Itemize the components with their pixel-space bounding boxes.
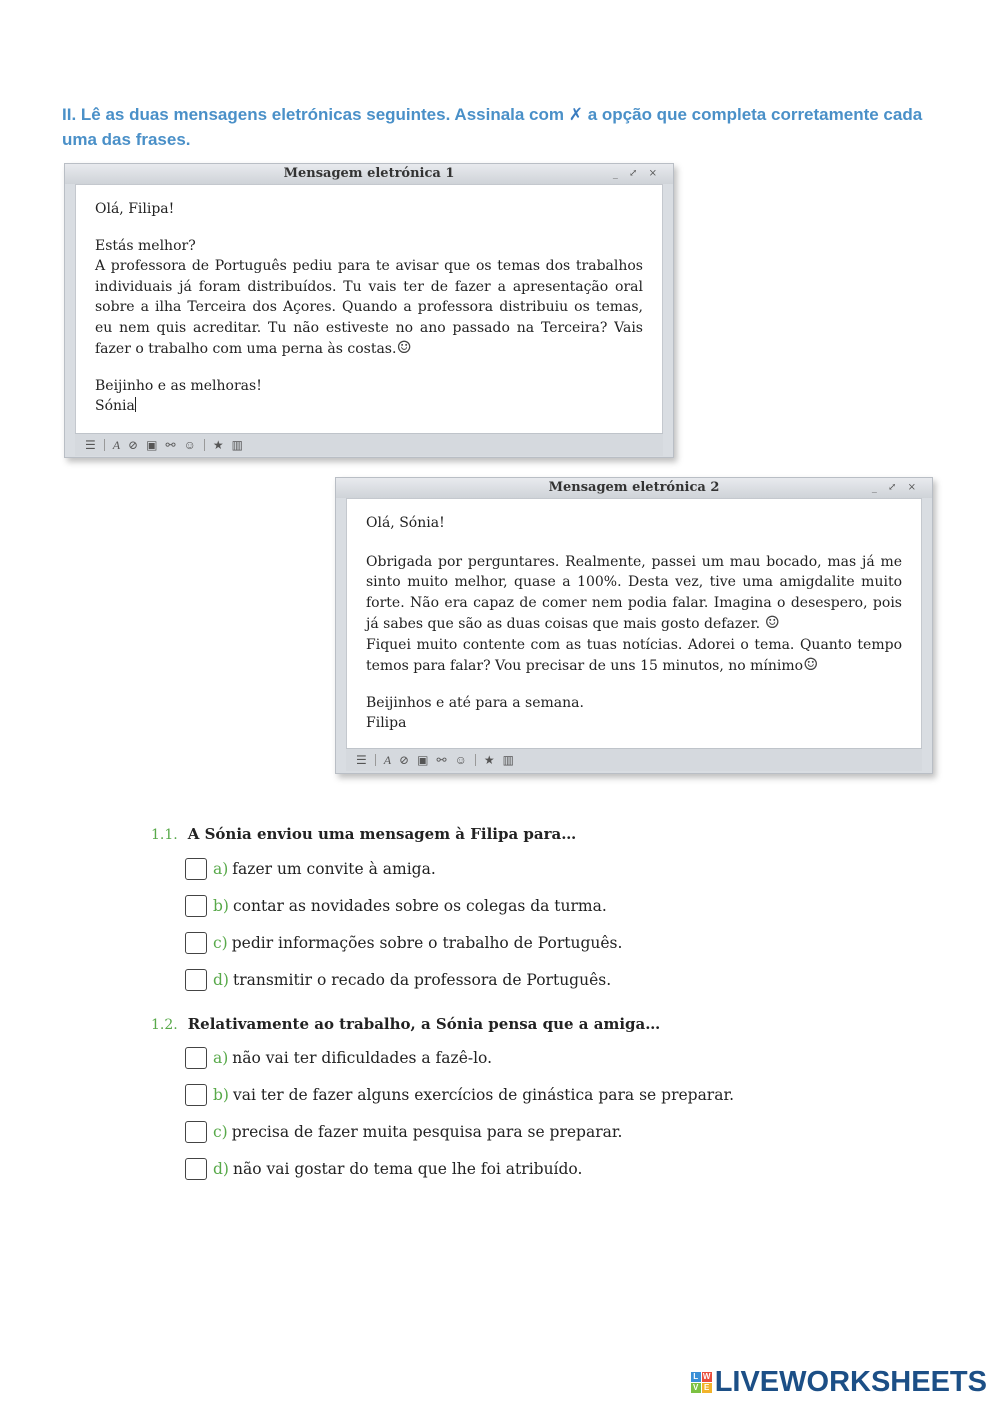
logo-block: E (702, 1383, 712, 1393)
checkbox[interactable] (185, 858, 207, 880)
option-text: transmitir o recado da professora de Português. (232, 971, 612, 989)
delete-icon[interactable]: ▥ (231, 437, 243, 452)
instruction-part: a opção que completa corretamente cada uma das frases. (62, 105, 923, 149)
menu-icon[interactable]: ☰ (356, 752, 367, 767)
email-greeting: Olá, Filipa! (95, 201, 175, 217)
option-letter: a) (213, 1049, 229, 1067)
question-text: A Sónia enviou uma mensagem à Filipa para… (187, 825, 577, 843)
liveworksheets-logo (691, 1366, 987, 1399)
smiley-icon: ☺ (764, 613, 780, 633)
checkbox[interactable] (185, 969, 207, 991)
checkbox[interactable] (185, 1084, 207, 1106)
menu-icon[interactable]: ☰ (85, 437, 96, 452)
logo-block: L (691, 1372, 701, 1382)
option-text: fazer um convite à amiga. (232, 860, 436, 878)
email-paragraph-text: Obrigada por perguntares. Realmente, passei um mau bocado, mas já me sinto muito melhor, quase a 100%. Desta vez, tive uma amigdalite muito forte. Não era capaz de comer nem podia falar. Imagina o desespero, pois já sabes que são as duas coisas que mais gosto defazer. (366, 553, 902, 632)
email-paragraph (366, 635, 902, 677)
email-paragraph-text: A professora de Português pediu para te avisar que os temas dos trabalhos individuais já foram distribuídos. Tu vais ter de fazer a apresentação oral sobre a ilha Terceira dos Açores. Quando a professora distribuiu os temas, eu nem quis acreditar. Tu não estiveste no ano passado na Terceira? Vais fazer o trabalho com uma perna às costas. (95, 258, 643, 357)
option-letter: c) (213, 934, 228, 952)
window-title: Mensagem eletrónica 2 (548, 480, 720, 495)
email-paragraph (95, 256, 643, 360)
checkbox[interactable] (185, 932, 207, 954)
image-icon[interactable]: ▣ (146, 437, 158, 452)
checkbox[interactable] (185, 1158, 207, 1180)
logo-block: W (702, 1372, 711, 1381)
question-number: 1.2. (151, 1017, 178, 1033)
email-closing: Beijinho e as melhoras! (95, 377, 262, 394)
option-letter: b) (213, 1086, 229, 1104)
instruction-part: II. Lê as duas mensagens eletrónicas seguintes. Assinala com (62, 105, 569, 124)
option-text: contar as novidades sobre os colegas da turma. (232, 897, 607, 915)
email-window-1 (64, 163, 674, 458)
option-letter: b) (213, 897, 229, 915)
checkbox[interactable] (185, 895, 207, 917)
email-signature: Sónia (95, 398, 135, 414)
option-letter: d) (213, 971, 229, 989)
email-window-2 (335, 477, 933, 774)
email-greeting: Olá, Sónia! (366, 515, 445, 531)
text-cursor (135, 397, 136, 412)
option-1-2-a[interactable] (185, 1047, 492, 1069)
option-text: precisa de fazer muita pesquisa para se preparar. (231, 1123, 623, 1141)
question-1-2 (151, 1015, 660, 1033)
link-icon[interactable]: ⚯ (436, 752, 447, 767)
option-text: vai ter de fazer alguns exercícios de ginástica para se preparar. (232, 1086, 735, 1104)
instruction-text (62, 102, 952, 152)
email-toolbar (346, 748, 922, 771)
option-letter: c) (213, 1123, 228, 1141)
emoji-icon[interactable]: ☺ (183, 437, 196, 452)
option-1-1-b[interactable] (185, 895, 607, 917)
email-closing: Beijinhos e até para a semana. (366, 694, 584, 711)
window-controls-icon[interactable]: _ ⤢ × (871, 482, 920, 493)
option-1-2-b[interactable] (185, 1084, 734, 1106)
star-icon[interactable]: ★ (483, 752, 495, 767)
image-icon[interactable]: ▣ (417, 752, 429, 767)
window-titlebar (336, 478, 932, 498)
option-text: pedir informações sobre o trabalho de Português. (231, 934, 623, 952)
logo-text: LIVEWORKSHEETS (714, 1366, 987, 1398)
option-1-1-a[interactable] (185, 858, 436, 880)
window-title: Mensagem eletrónica 1 (283, 166, 455, 181)
email-line: Estás melhor? (95, 237, 196, 254)
smiley-icon: ☺ (803, 655, 819, 675)
question-1-1 (151, 825, 576, 843)
email-toolbar (75, 433, 663, 456)
option-text: não vai gostar do tema que lhe foi atribuído. (232, 1160, 583, 1178)
email-paragraph (366, 552, 902, 635)
option-letter: d) (213, 1160, 229, 1178)
email-body (346, 498, 922, 748)
emoji-icon[interactable]: ☺ (454, 752, 467, 767)
question-number: 1.1. (151, 827, 178, 843)
option-1-1-c[interactable] (185, 932, 622, 954)
question-text: Relativamente ao trabalho, a Sónia pensa que a amiga… (187, 1015, 661, 1033)
star-icon[interactable]: ★ (212, 437, 224, 452)
email-signature-line (95, 396, 643, 417)
window-controls-icon[interactable]: _ ⤢ × (612, 168, 661, 179)
link-icon[interactable]: ⚯ (165, 437, 176, 452)
option-1-2-c[interactable] (185, 1121, 623, 1143)
attachment-icon[interactable]: ⊘ (128, 437, 139, 452)
email-paragraph-text: Fiquei muito contente com as tuas notícias. Adorei o tema. Quanto tempo temos para falar? Vou precisar de uns 15 minutos, no mínimo (366, 636, 902, 674)
smiley-icon: ☺ (396, 338, 412, 358)
delete-icon[interactable]: ▥ (502, 752, 514, 767)
logo-block: V (691, 1383, 701, 1393)
email-signature: Filipa (366, 715, 407, 731)
window-titlebar (65, 164, 673, 184)
option-letter: a) (213, 860, 229, 878)
email-body (75, 184, 663, 433)
option-1-1-d[interactable] (185, 969, 611, 991)
checkbox[interactable] (185, 1047, 207, 1069)
font-icon[interactable]: A (383, 752, 392, 767)
font-icon[interactable]: A (112, 437, 121, 452)
logo-blocks-icon (691, 1372, 712, 1393)
checkbox[interactable] (185, 1121, 207, 1143)
attachment-icon[interactable]: ⊘ (399, 752, 410, 767)
option-1-2-d[interactable] (185, 1158, 582, 1180)
option-text: não vai ter dificuldades a fazê-lo. (232, 1049, 493, 1067)
x-mark-icon: ✗ (568, 105, 583, 124)
